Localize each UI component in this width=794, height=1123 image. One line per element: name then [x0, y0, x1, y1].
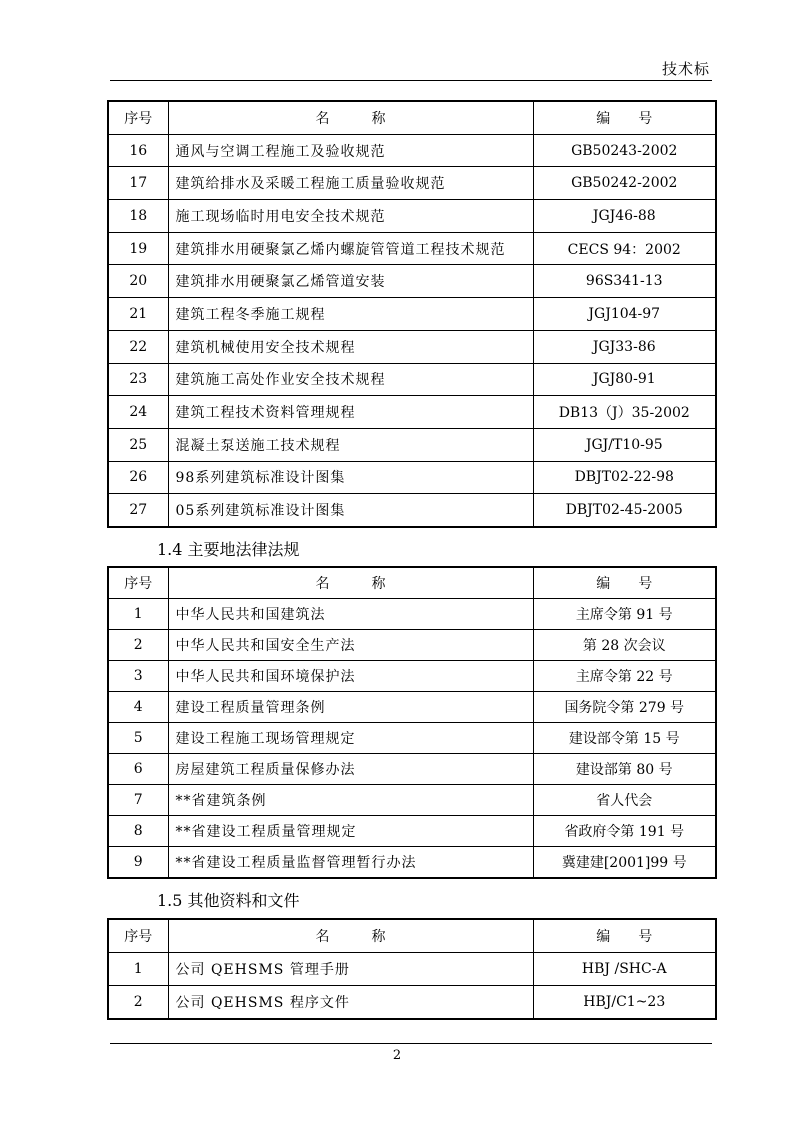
- table-row: [108, 428, 716, 461]
- other-docs-table-body: [108, 919, 716, 1019]
- cell-no: 3: [108, 661, 168, 692]
- cell-code: 建设部第 80 号: [533, 754, 716, 785]
- cell-name: 建筑给排水及采暖工程施工质量验收规范: [168, 167, 533, 200]
- other-docs-table: [107, 918, 717, 1020]
- cell-code: DBJT02-22-98: [533, 461, 716, 494]
- cell-code: JGJ80-91: [533, 363, 716, 396]
- table-row: [108, 396, 716, 429]
- table-row: [108, 661, 716, 692]
- table-row: [108, 298, 716, 331]
- table-row: [108, 330, 716, 363]
- cell-code: CECS 94：2002: [533, 232, 716, 265]
- cell-code: 国务院令第 279 号: [533, 692, 716, 723]
- cell-code: JGJ46-88: [533, 200, 716, 233]
- cell-code: HBJ/C1~23: [533, 986, 716, 1020]
- cell-name: 建筑工程冬季施工规程: [168, 298, 533, 331]
- cell-no: 9: [108, 847, 168, 879]
- section-title-laws: 1.4 主要地法律法规: [157, 540, 300, 559]
- cell-no: 22: [108, 330, 168, 363]
- table-row: [108, 232, 716, 265]
- cell-no: 19: [108, 232, 168, 265]
- cell-code: 96S341-13: [533, 265, 716, 298]
- header-code: 编 号: [533, 919, 716, 953]
- cell-name: **省建筑条例: [168, 785, 533, 816]
- cell-no: 2: [108, 986, 168, 1020]
- cell-code: 主席令第 91 号: [533, 599, 716, 630]
- cell-no: 24: [108, 396, 168, 429]
- header-code: 编 号: [533, 101, 716, 134]
- table-row: [108, 785, 716, 816]
- table-row: [108, 167, 716, 200]
- table-header-row: [108, 567, 716, 599]
- cell-name: 建筑工程技术资料管理规程: [168, 396, 533, 429]
- cell-name: 建筑排水用硬聚氯乙烯内螺旋管管道工程技术规范: [168, 232, 533, 265]
- table-row: [108, 630, 716, 661]
- table-row: [108, 847, 716, 879]
- cell-name: 建设工程质量管理条例: [168, 692, 533, 723]
- cell-code: 第 28 次会议: [533, 630, 716, 661]
- cell-no: 16: [108, 134, 168, 167]
- header-divider: [110, 80, 712, 81]
- table-row: [108, 200, 716, 233]
- cell-code: 主席令第 22 号: [533, 661, 716, 692]
- standards-table-body: [108, 101, 716, 527]
- cell-no: 6: [108, 754, 168, 785]
- cell-code: DB13（J）35-2002: [533, 396, 716, 429]
- table-header-row: [108, 101, 716, 134]
- standards-table: [107, 100, 717, 528]
- laws-table-body: [108, 567, 716, 878]
- table-row: [108, 599, 716, 630]
- cell-code: JGJ104-97: [533, 298, 716, 331]
- cell-no: 7: [108, 785, 168, 816]
- cell-name: 通风与空调工程施工及验收规范: [168, 134, 533, 167]
- cell-name: 中华人民共和国安全生产法: [168, 630, 533, 661]
- table-row: [108, 461, 716, 494]
- cell-code: 省人代会: [533, 785, 716, 816]
- table-row: [108, 754, 716, 785]
- header-name: 名 称: [168, 919, 533, 953]
- table-row: [108, 494, 716, 527]
- cell-name: 建筑排水用硬聚氯乙烯管道安装: [168, 265, 533, 298]
- cell-name: 公司 QEHSMS 管理手册: [168, 953, 533, 986]
- header-name: 名 称: [168, 101, 533, 134]
- cell-no: 25: [108, 428, 168, 461]
- cell-code: JGJ33-86: [533, 330, 716, 363]
- cell-code: GB50243-2002: [533, 134, 716, 167]
- cell-name: 05系列建筑标准设计图集: [168, 494, 533, 527]
- cell-name: 98系列建筑标准设计图集: [168, 461, 533, 494]
- header-no: 序号: [108, 101, 168, 134]
- cell-no: 2: [108, 630, 168, 661]
- table-header-row: [108, 919, 716, 953]
- cell-name: 建筑施工高处作业安全技术规程: [168, 363, 533, 396]
- table-row: [108, 363, 716, 396]
- table-row: [108, 134, 716, 167]
- cell-no: 8: [108, 816, 168, 847]
- cell-code: 省政府令第 191 号: [533, 816, 716, 847]
- cell-name: 建筑机械使用安全技术规程: [168, 330, 533, 363]
- cell-name: 公司 QEHSMS 程序文件: [168, 986, 533, 1020]
- header-title: 技术标: [661, 60, 710, 78]
- table-row: [108, 692, 716, 723]
- cell-no: 20: [108, 265, 168, 298]
- cell-no: 26: [108, 461, 168, 494]
- cell-no: 5: [108, 723, 168, 754]
- table-row: [108, 953, 716, 986]
- cell-no: 1: [108, 953, 168, 986]
- cell-code: GB50242-2002: [533, 167, 716, 200]
- cell-name: 房屋建筑工程质量保修办法: [168, 754, 533, 785]
- cell-name: **省建设工程质量监督管理暂行办法: [168, 847, 533, 879]
- cell-no: 18: [108, 200, 168, 233]
- page-number: 2: [392, 1048, 402, 1063]
- header-no: 序号: [108, 567, 168, 599]
- table-row: [108, 265, 716, 298]
- cell-no: 4: [108, 692, 168, 723]
- cell-name: 建设工程施工现场管理规定: [168, 723, 533, 754]
- cell-code: 建设部令第 15 号: [533, 723, 716, 754]
- cell-code: JGJ/T10-95: [533, 428, 716, 461]
- cell-name: 混凝土泵送施工技术规程: [168, 428, 533, 461]
- table-row: [108, 816, 716, 847]
- cell-code: HBJ /SHC-A: [533, 953, 716, 986]
- cell-no: 1: [108, 599, 168, 630]
- cell-no: 21: [108, 298, 168, 331]
- header-code: 编 号: [533, 567, 716, 599]
- cell-no: 27: [108, 494, 168, 527]
- cell-no: 17: [108, 167, 168, 200]
- header-no: 序号: [108, 919, 168, 953]
- section-title-other: 1.5 其他资料和文件: [157, 891, 300, 910]
- header-name: 名 称: [168, 567, 533, 599]
- cell-code: DBJT02-45-2005: [533, 494, 716, 527]
- cell-name: 施工现场临时用电安全技术规范: [168, 200, 533, 233]
- cell-name: 中华人民共和国建筑法: [168, 599, 533, 630]
- laws-table: [107, 566, 717, 879]
- table-row: [108, 986, 716, 1020]
- cell-name: **省建设工程质量管理规定: [168, 816, 533, 847]
- cell-code: 冀建建[2001]99 号: [533, 847, 716, 879]
- table-row: [108, 723, 716, 754]
- cell-no: 23: [108, 363, 168, 396]
- cell-name: 中华人民共和国环境保护法: [168, 661, 533, 692]
- footer-divider: [110, 1043, 712, 1044]
